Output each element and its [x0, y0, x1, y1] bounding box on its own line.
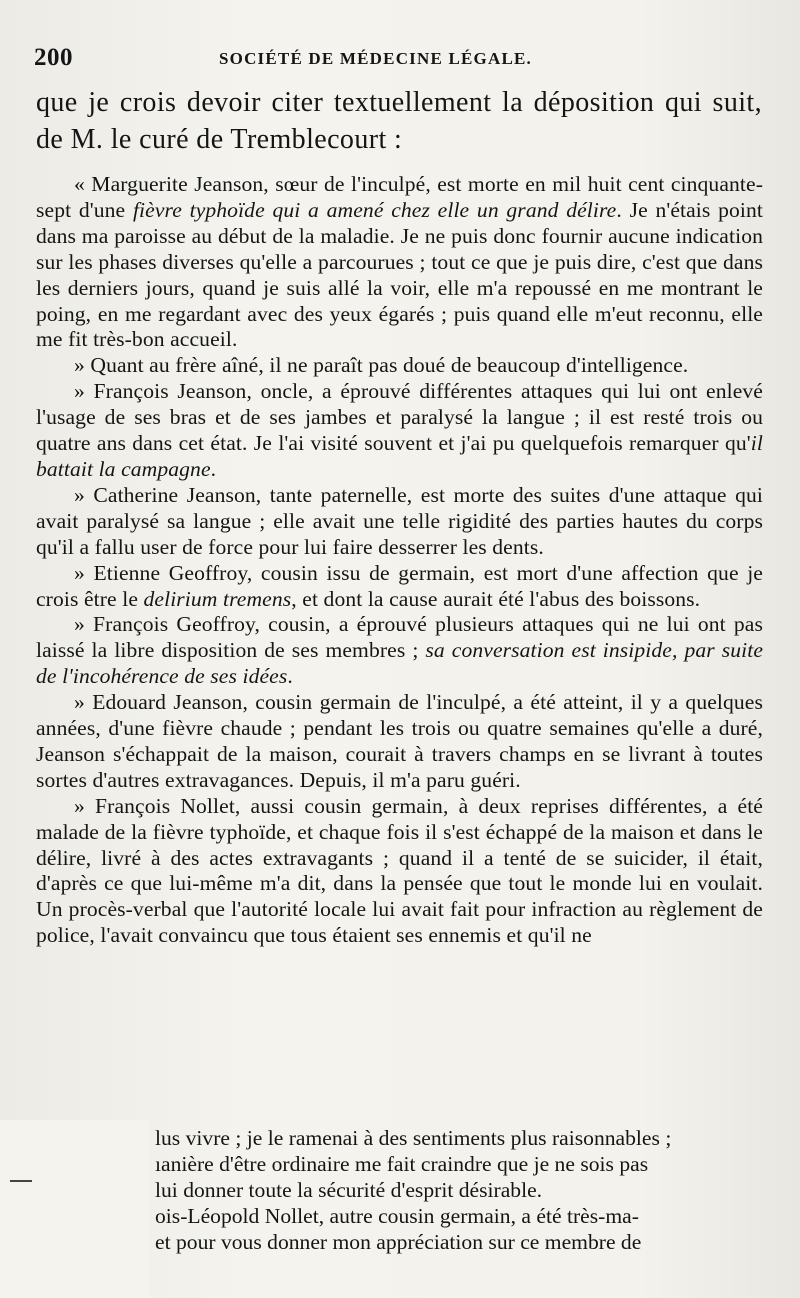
page-number: 200: [34, 44, 73, 71]
testimony-paragraph: [36, 612, 763, 690]
text-segment: « Marguerite Jeanson, sœur de l'inculpé, est morte en mil huit cent cinquante-sept d'une: [36, 172, 763, 222]
text-segment: .: [210, 456, 217, 481]
testimony-paragraph: [36, 353, 763, 379]
text-segment: . Je n'étais point dans ma paroisse au début de la maladie. Je ne puis donc fournir aucune indication sur les phases diverses qu'elle a parcourues ; tout ce que je puis dire, c'est que dans les derniers jours, quand je suis allé la voir, elle m'a repoussé en me montrant le poing, en me regardant avec des yeux égarés ; puis quand elle m'eut reconnu, elle me fit très-bon accueil.: [36, 197, 764, 352]
text-segment: » François Geoffroy, cousin, a éprouvé plusieurs attaques qui ne lui ont pas laissé la libre disposition de ses membres ;: [36, 612, 763, 663]
text-segment: » Catherine Jeanson, tante paternelle, est morte des suites d'une attaque qui avait paralysé sa langue ; elle avait une telle rigidité des parties hautes du corps qu'il a fallu user de force pour lui faire desserrer les dents.: [36, 482, 763, 559]
page-header: [34, 44, 774, 76]
testimony-paragraph: [36, 561, 763, 613]
fragment-line: lus vivre ; je le ramenai à des sentiments plus raisonnables ;: [155, 1126, 672, 1150]
testimony-paragraph: [36, 172, 763, 353]
text-segment: , et dont la cause aurait été l'abus des boissons.: [291, 586, 701, 611]
testimony-paragraph: [36, 794, 763, 949]
fragment-line: ois-Léopold Nollet, autre cousin germain, a été très-ma-: [155, 1204, 639, 1228]
testimony-paragraph: [36, 379, 763, 483]
text-segment: » François Jeanson, oncle, a éprouvé différentes attaques qui lui ont enlevé l'usage de ses bras et de ses jambes et paralysé la langue ; il est resté trois ou quatre ans dans cet état. Je l'ai visité souvent et j'ai pu quelquefois remarquer qu': [36, 379, 763, 456]
italic-emphasis: delirium tremens: [143, 586, 292, 611]
running-head: SOCIÉTÉ DE MÉDECINE LÉGALE.: [219, 49, 532, 68]
italic-emphasis: sa conversation est insipide, par suite de l'incohérence de ses idées: [36, 638, 764, 689]
text-segment: » Quant au frère aîné, il ne paraît pas doué de beaucoup d'intelligence.: [74, 353, 689, 378]
margin-mark: [10, 1180, 32, 1182]
torn-fragment-text: [155, 1125, 767, 1255]
fragment-line: lui donner toute la sécurité d'esprit désirable.: [155, 1178, 543, 1202]
text-segment: » Edouard Jeanson, cousin germain de l'inculpé, a été atteint, il y a quelques années, d'une fièvre chaude ; pendant les trois ou quatre semaines qu'elle a duré, Jeanson s'échappait de la maison, courait à travers champs en se livrant à toutes sortes d'autres extravagances. Depuis, il m'a paru guéri.: [36, 690, 763, 792]
italic-emphasis: fièvre typhoïde qui a amené chez elle un grand délire: [132, 197, 617, 222]
torn-page-area: [0, 1120, 150, 1298]
intro-paragraph: que je crois devoir citer textuellement la déposition qui suit, de M. le curé de Tremblecourt :: [36, 87, 762, 155]
fragment-line: et pour vous donner mon appréciation sur ce membre de: [155, 1230, 642, 1254]
testimony-paragraph: [36, 690, 763, 794]
testimony-body: [36, 172, 763, 949]
fragment-line: ıanière d'être ordinaire me fait craindre que je ne sois pas: [155, 1152, 649, 1176]
text-segment: » François Nollet, aussi cousin germain, à deux reprises différentes, a été malade de la fièvre typhoïde, et chaque fois il s'est échappé de la maison et dans le délire, livré à des actes extravagants ; quand il a tenté de se suicider, il était, d'après ce que lui-même m'a dit, dans la pensée que tout le monde lui en voulait. Un procès-verbal que l'autorité locale lui avait fait pour infraction au règlement de police, l'avait convaincu que tous étaient ses ennemis et qu'il ne: [36, 793, 763, 948]
italic-emphasis: il battait la campagne: [36, 431, 763, 481]
text-segment: .: [287, 664, 293, 689]
testimony-paragraph: [36, 483, 763, 561]
text-segment: » Etienne Geoffroy, cousin issu de germain, est mort d'une affection que je crois être le: [36, 560, 763, 611]
